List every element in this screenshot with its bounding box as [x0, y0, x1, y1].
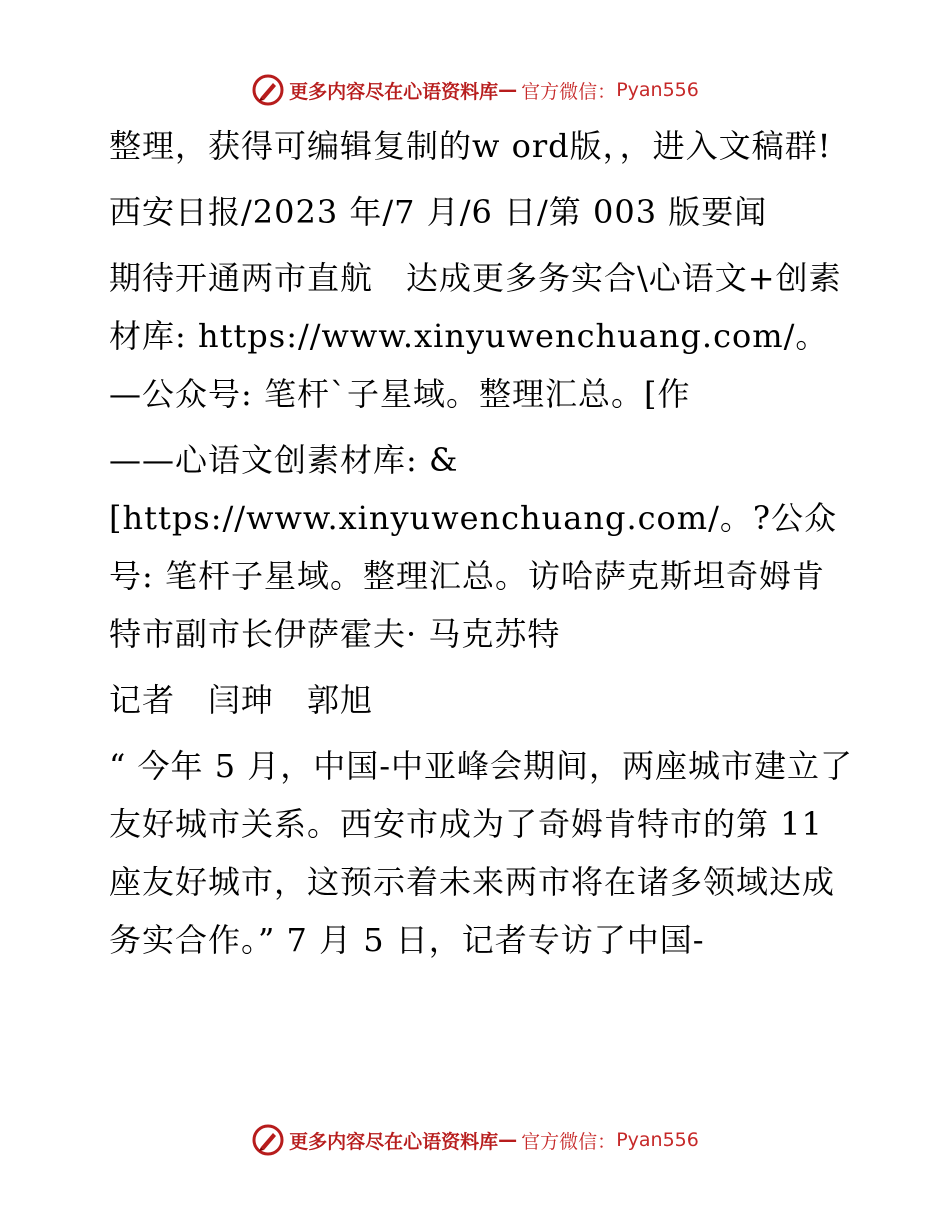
header-banner [0, 70, 950, 110]
paragraph-reporters: 记者 闫珅 郭旭 [109, 681, 374, 719]
wechat-label: 官方微信： [521, 1130, 617, 1153]
wechat-label: 官方微信： [521, 80, 617, 103]
banner-dash: — [498, 1129, 518, 1151]
paragraph-headline: 期待开通两市直航 达成更多务实合\心语文+创素材库: https://www.xinyuwenchuang.com/。—公众号: 笔杆`子星域。整理汇总。[作 [109, 259, 842, 413]
pen-logo-icon [251, 1123, 285, 1157]
banner-dash: — [498, 79, 518, 101]
document-body [97, 117, 857, 977]
footer-banner [0, 1120, 950, 1160]
wechat-id: Pyan556 [616, 79, 699, 101]
paragraph-lead: “ 今年 5 月，中国-中亚峰会期间，两座城市建立了友好城市关系。西安市成为了奇姆肯特市的第 11 座友好城市，这预示着未来两市将在诸多领域达成务实合作。” 7 月 5 日，记者专访了中国- [109, 747, 854, 959]
wechat-id: Pyan556 [616, 1129, 699, 1151]
banner-text: 更多内容尽在心语资料库 [289, 80, 499, 103]
paragraph-subheadline: ——心语文创素材库: &[https://www.xinyuwenchuang.com/。?公众号: 笔杆子星域。整理汇总。访哈萨克斯坦奇姆肯特市副市长伊萨霍夫· 马克苏特 [109, 441, 838, 653]
paragraph-source: 西安日报/2023 年/7 月/6 日/第 003 版要闻 [109, 193, 768, 231]
banner-text: 更多内容尽在心语资料库 [289, 1130, 499, 1153]
pen-logo-icon [251, 73, 285, 107]
paragraph-intro: 整理，获得可编辑复制的w ord版，，进入文稿群! [109, 127, 832, 165]
